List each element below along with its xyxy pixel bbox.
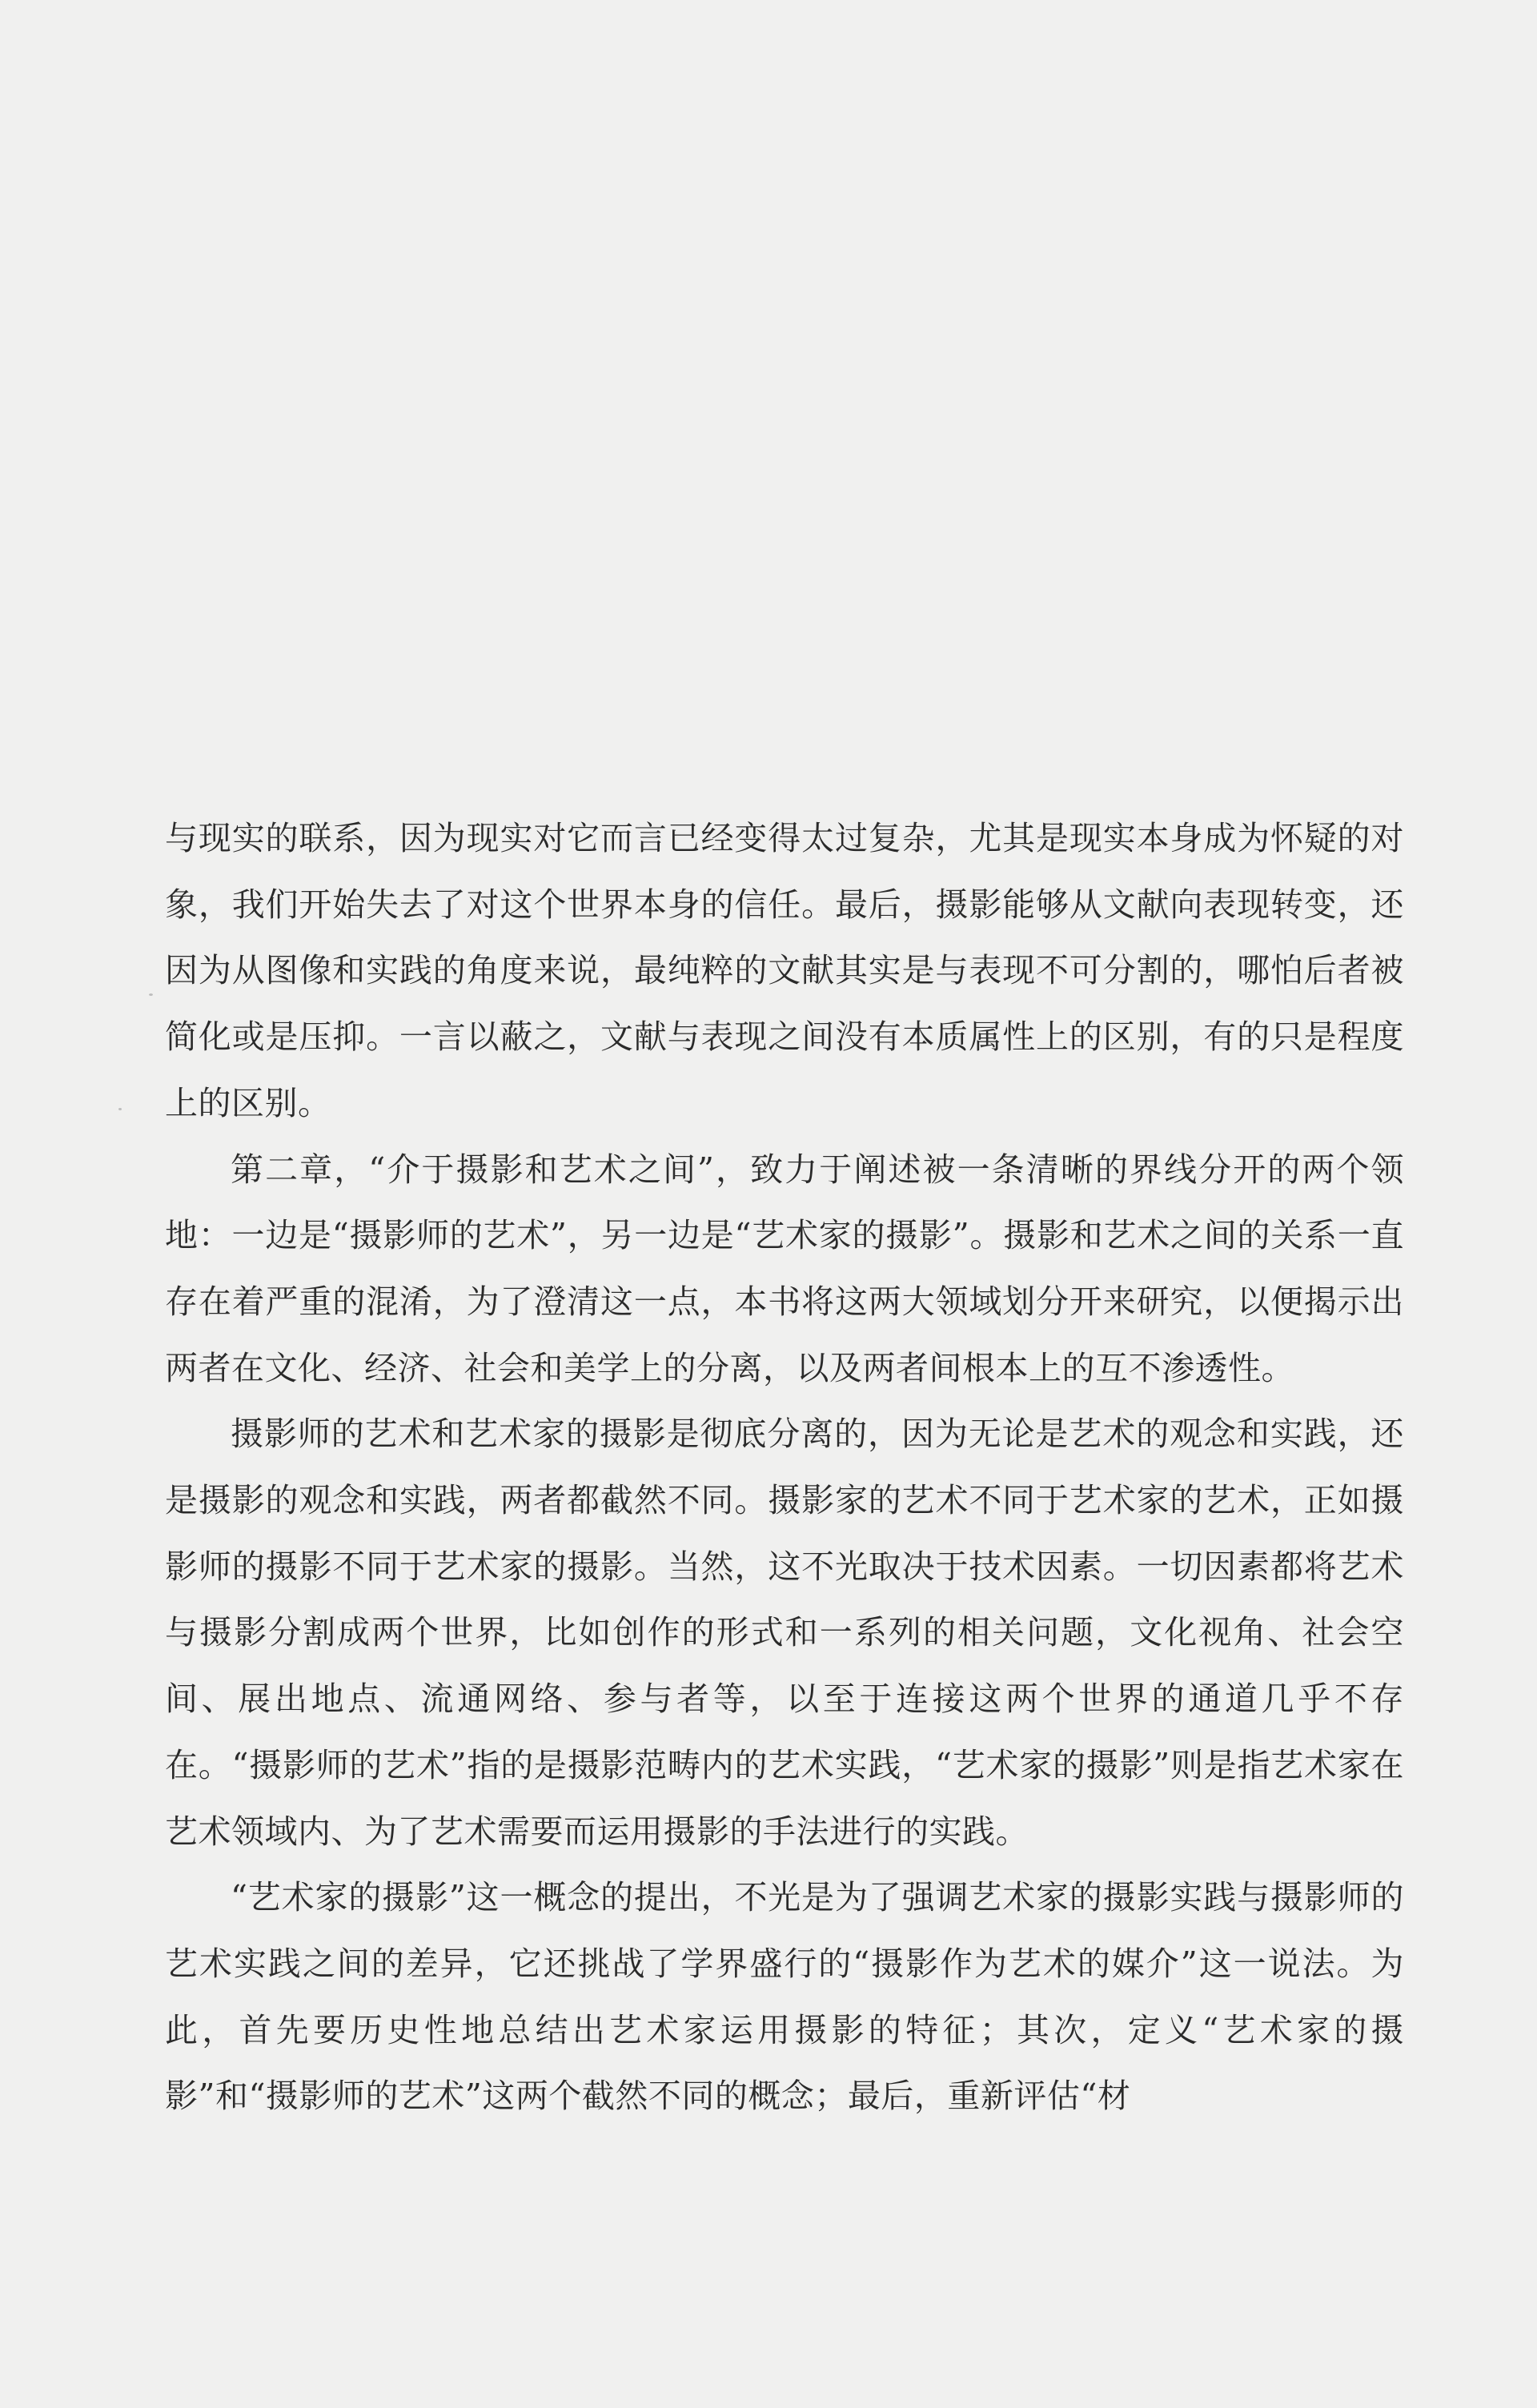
paragraph-artist-photography-concept: “艺术家的摄影”这一概念的提出，不光是为了强调艺术家的摄影实践与摄影师的艺术实践之间的差异，它还挑战了学界盛行的“摄影作为艺术的媒介”这一说法。为此，首先要历史性地总结出艺术家运用摄影的特征；其次，定义“艺术家的摄影”和“摄影师的艺术”这两个截然不同的概念；最后，重新评估“材	[165, 1878, 1404, 2116]
paragraph-chapter-two: 第二章，“介于摄影和艺术之间”，致力于阐述被一条清晰的界线分开的两个领地：一边是“摄影师的艺术”，另一边是“艺术家的摄影”。摄影和艺术之间的关系一直存在着严重的混淆，为了澄清这一点，本书将这两大领域划分开来研究，以便揭示出两者在文化、经济、社会和美学上的分离，以及两者间根本上的互不渗透性。	[165, 1150, 1404, 1387]
paragraph-art-vs-photography: 摄影师的艺术和艺术家的摄影是彻底分离的，因为无论是艺术的观念和实践，还是摄影的观念和实践，两者都截然不同。摄影家的艺术不同于艺术家的艺术，正如摄影师的摄影不同于艺术家的摄影。当然，这不光取决于技术因素。一切因素都将艺术与摄影分割成两个世界，比如创作的形式和一系列的相关问题，文化视角、社会空间、展出地点、流通网络、参与者等，以至于连接这两个世界的通道几乎不存在。“摄影师的艺术”指的是摄影范畴内的艺术实践，“艺术家的摄影”则是指艺术家在艺术领域内、为了艺术需要而运用摄影的手法进行的实践。	[165, 1415, 1404, 1851]
scan-speck	[118, 1108, 122, 1110]
scan-speck	[149, 993, 153, 996]
body-text	[165, 805, 1404, 2129]
paragraph-continuation: 与现实的联系，因为现实对它而言已经变得太过复杂，尤其是现实本身成为怀疑的对象，我们开始失去了对这个世界本身的信任。最后，摄影能够从文献向表现转变，还因为从图像和实践的角度来说，最纯粹的文献其实是与表现不可分割的，哪怕后者被简化或是压抑。一言以蔽之，文献与表现之间没有本质属性上的区别，有的只是程度上的区别。	[165, 819, 1404, 1122]
